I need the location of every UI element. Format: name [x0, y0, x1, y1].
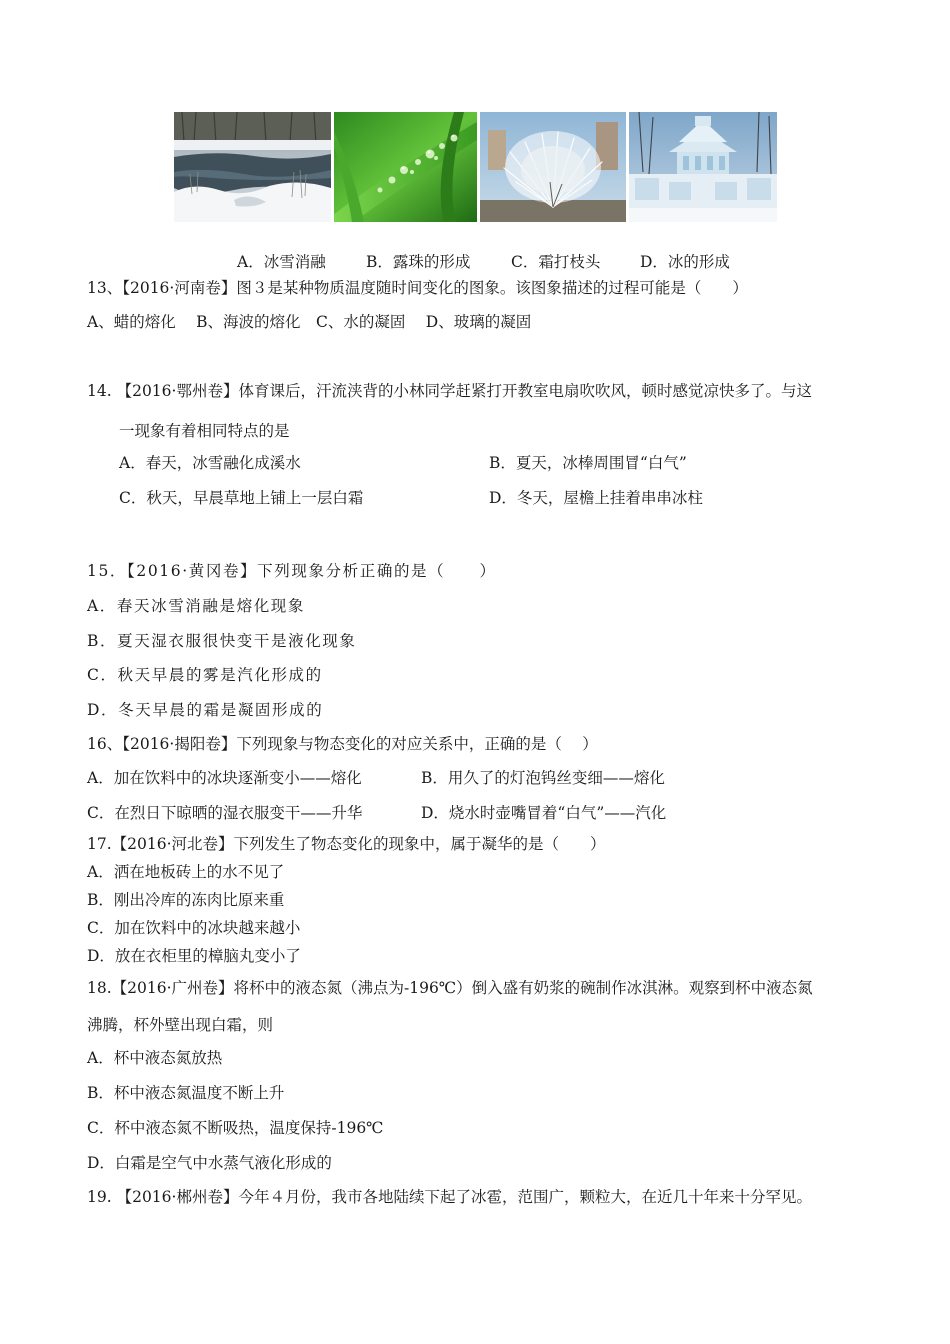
q16-option-c: C．在烈日下晾晒的湿衣服变干——升华: [87, 804, 363, 822]
q12-caption-c: C．霜打枝头: [511, 253, 601, 271]
q17-option-c: C．加在饮料中的冰块越来越小: [87, 919, 301, 937]
q14-option-c: C．秋天，早晨草地上铺上一层白霜: [119, 489, 364, 507]
q15-option-d: D．冬天早晨的霜是凝固形成的: [87, 701, 324, 719]
q17-stem: 17.【2016·河北卷】下列发生了物态变化的现象中，属于凝华的是（ ）: [87, 835, 606, 853]
photo-ice-snow-melting: [174, 112, 331, 222]
q16-option-a: A．加在饮料中的冰块逐渐变小——熔化: [87, 769, 362, 787]
q15-option-b: B．夏天湿衣服很快变干是液化现象: [87, 632, 357, 650]
q18-option-d: D．白霜是空气中水蒸气液化形成的: [87, 1154, 332, 1172]
q18-stem-line2: 沸腾，杯外壁出现白霜，则: [87, 1016, 274, 1034]
q13-stem: 13、【2016·河南卷】图３是某种物质温度随时间变化的图象。该图象描述的过程可能是（ ）: [87, 279, 748, 297]
q12-caption-d: D．冰的形成: [640, 253, 730, 271]
q15-option-c: C．秋天早晨的雾是汽化形成的: [87, 666, 323, 684]
photo-ice-formation: [629, 112, 777, 222]
q18-option-a: A．杯中液态氮放热: [87, 1049, 223, 1067]
q18-option-c: C．杯中液态氮不断吸热，温度保持-196℃: [87, 1119, 384, 1137]
q15-stem: 15．【2016·黄冈卷】下列现象分析正确的是（ ）: [87, 562, 497, 580]
q14-option-d: D．冬天，屋檐上挂着串串冰柱: [489, 489, 703, 507]
q16-option-b: B．用久了的灯泡钨丝变细——熔化: [421, 769, 665, 787]
q13-options: A、蜡的熔化 B、海波的熔化 C、水的凝固 D、玻璃的凝固: [87, 313, 532, 331]
photo-frost-on-branches: [480, 112, 626, 222]
q14-option-a: A．春天，冰雪融化成溪水: [119, 454, 301, 472]
q14-stem-line2: 一现象有着相同特点的是: [119, 422, 290, 440]
q17-option-a: A．洒在地板砖上的水不见了: [87, 863, 285, 881]
q17-option-b: B．刚出冷库的冻肉比原来重: [87, 891, 285, 909]
q12-photo-strip: [174, 112, 778, 224]
q12-caption-b: B．露珠的形成: [366, 253, 471, 271]
photo-dew-drops: [334, 112, 477, 222]
q15-option-a: A．春天冰雪消融是熔化现象: [87, 597, 305, 615]
q19-stem: 19. 【2016·郴州卷】今年４月份，我市各地陆续下起了冰雹，范围广，颗粒大，在近几十年来十分罕见。: [87, 1188, 812, 1206]
q16-option-d: D．烧水时壶嘴冒着“白气”——汽化: [421, 804, 667, 822]
q17-option-d: D．放在衣柜里的樟脑丸变小了: [87, 947, 301, 965]
q18-stem-line1: 18.【2016·广州卷】将杯中的液态氮（沸点为-196℃）倒入盛有奶浆的碗制作冰淇淋。观察到杯中液态氮: [87, 979, 813, 997]
q12-caption-a: A．冰雪消融: [237, 253, 326, 271]
q18-option-b: B．杯中液态氮温度不断上升: [87, 1084, 285, 1102]
q14-option-b: B．夏天，冰棒周围冒“白气”: [489, 454, 687, 472]
q14-stem-line1: 14. 【2016·鄂州卷】体育课后，汗流浃背的小林同学赶紧打开教室电扇吹吹风，顿时感觉凉快多了。与这: [87, 382, 812, 400]
q16-stem: 16、【2016·揭阳卷】下列现象与物态变化的对应关系中，正确的是（ ）: [87, 735, 598, 753]
